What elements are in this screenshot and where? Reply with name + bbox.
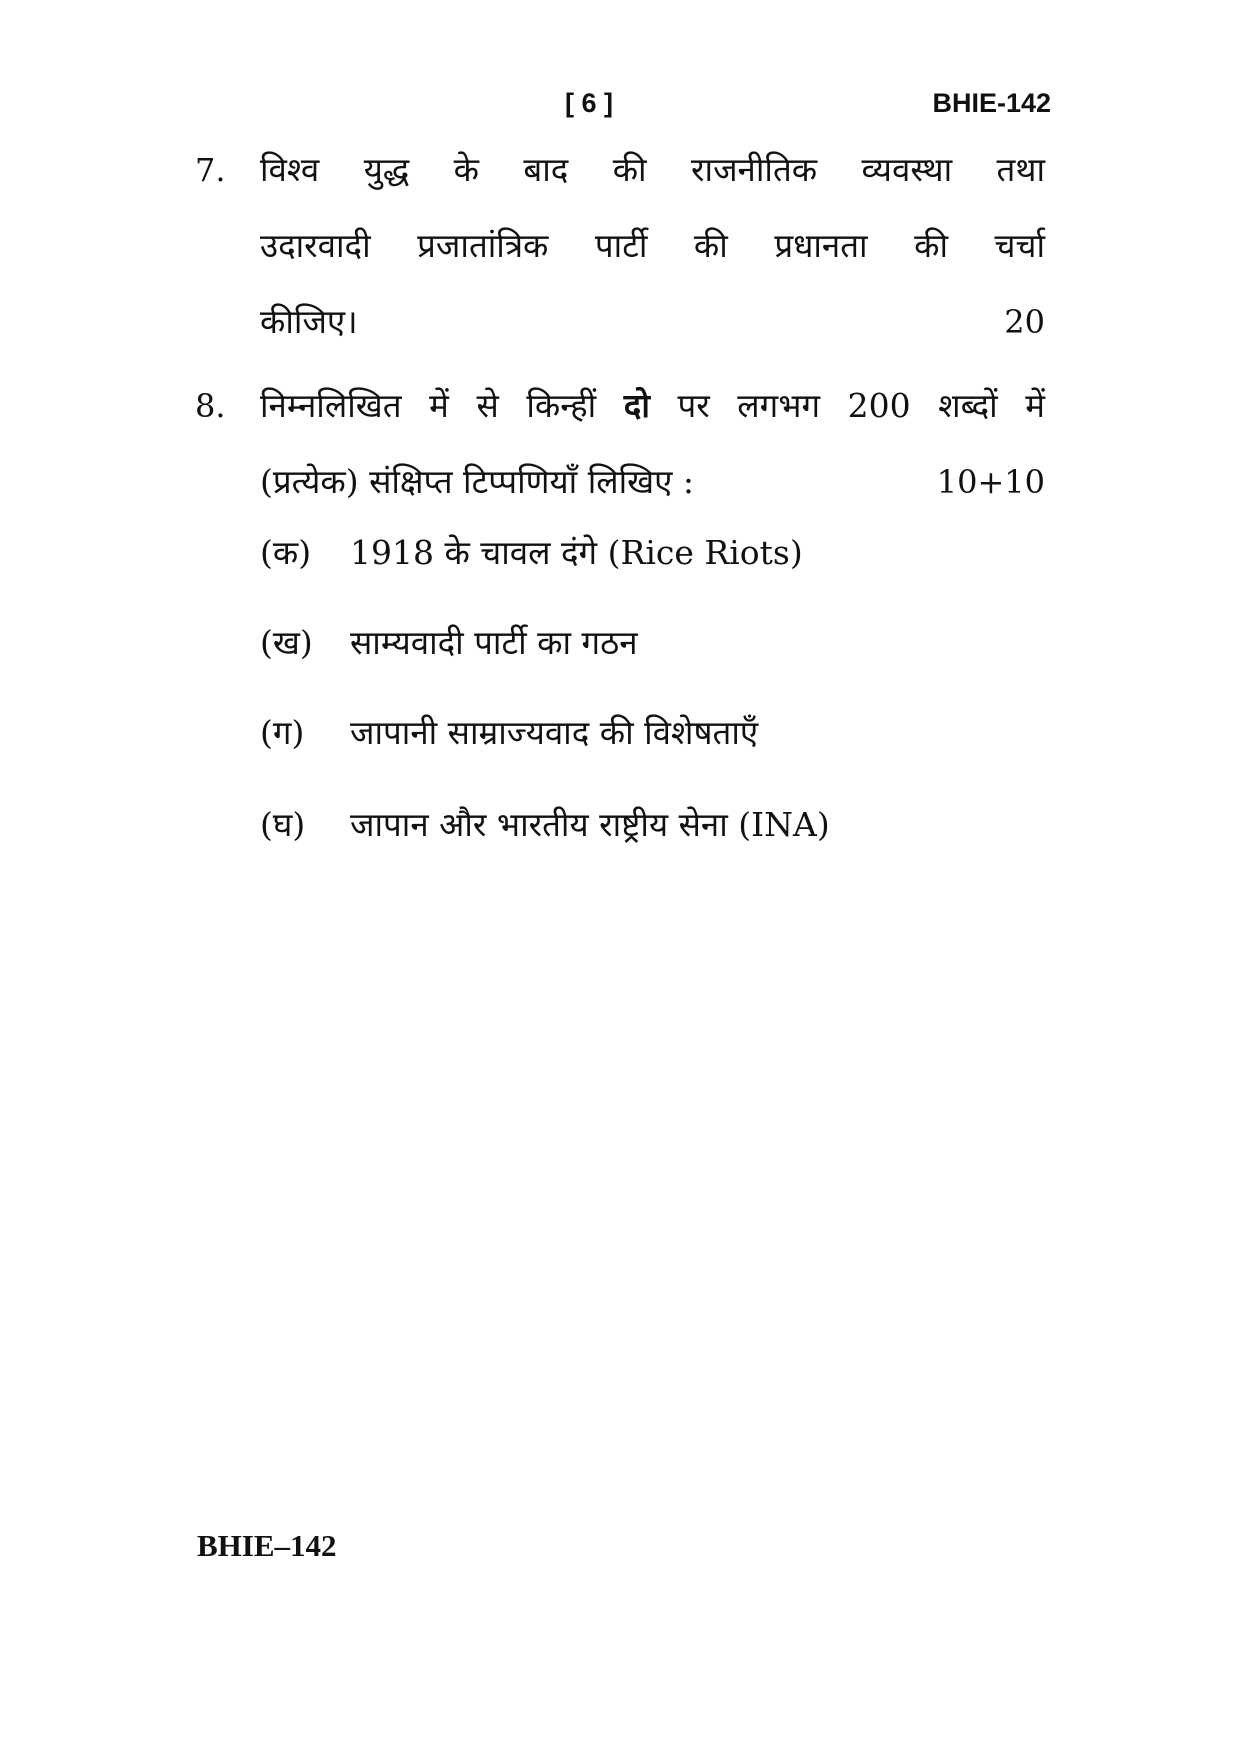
question-text-line: विश्व युद्ध के बाद की राजनीतिक व्यवस्था तथा	[260, 150, 1045, 189]
question-text-segment: निम्नलिखित में से किन्हीं	[260, 386, 597, 425]
question-number: 7.	[195, 151, 226, 189]
question-text-line: (प्रत्येक) संक्षिप्त टिप्पणियाँ लिखिए :	[260, 462, 695, 501]
sub-item-text: 1918 के चावल दंगे (Rice Riots)	[350, 533, 803, 572]
sub-item-label: (ख)	[260, 623, 313, 662]
sub-item-text: जापान और भारतीय राष्ट्रीय सेना (INA)	[350, 805, 830, 844]
question-text-last-line	[260, 284, 1045, 360]
question-number: 8.	[195, 387, 226, 425]
question-text-line	[260, 368, 1045, 444]
sub-item-text: जापानी साम्राज्यवाद की विशेषताएँ	[350, 713, 759, 752]
course-code-header: BHIE-142	[932, 88, 1051, 118]
sub-item-kha	[260, 618, 638, 668]
question-marks: 10+10	[936, 463, 1045, 501]
question-marks: 20	[1004, 303, 1045, 341]
question-text-line: कीजिए।	[260, 302, 358, 341]
sub-item-gha	[260, 800, 830, 850]
sub-item-label: (क)	[260, 533, 312, 572]
sub-item-label: (घ)	[260, 805, 306, 844]
sub-item-text: साम्यवादी पार्टी का गठन	[350, 623, 638, 662]
course-code-footer: BHIE–142	[197, 1528, 337, 1563]
question-text-last-line	[260, 444, 1045, 520]
question-8	[195, 368, 1045, 520]
sub-item-ka	[260, 528, 803, 578]
sub-item-ga	[260, 708, 758, 758]
question-text-line: उदारवादी प्रजातांत्रिक पार्टी की प्रधानता की चर्चा	[260, 226, 1045, 265]
question-text-emphasis: दो	[623, 386, 650, 425]
sub-item-label: (ग)	[260, 713, 305, 752]
question-7	[195, 132, 1045, 360]
question-text-segment: पर लगभग 200 शब्दों में	[677, 386, 1045, 425]
page-number: [ 6 ]	[565, 88, 614, 118]
